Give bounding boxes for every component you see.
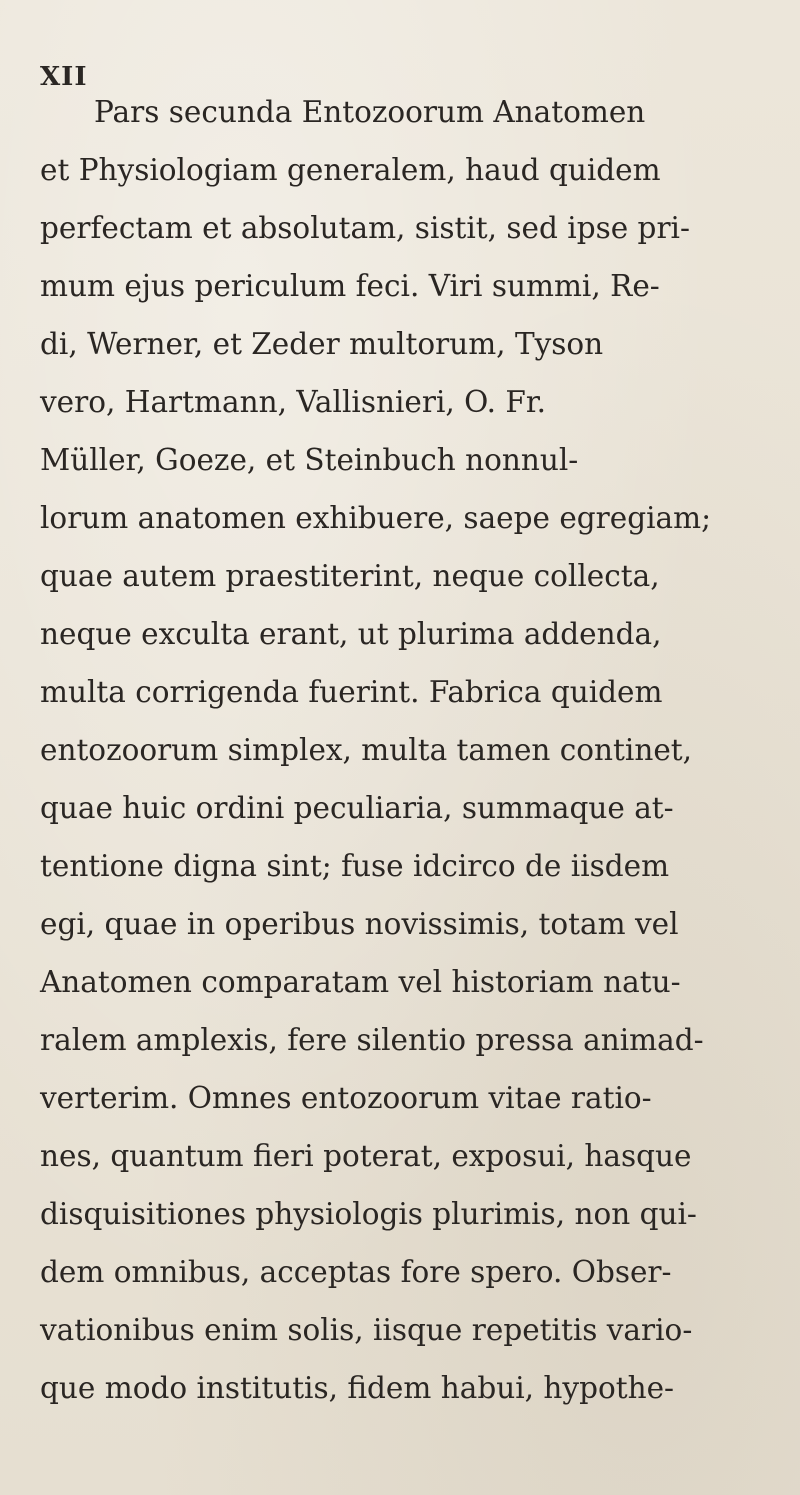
text-line: quae autem praestiterint, neque collecta, xyxy=(40,559,660,593)
text-line: ralem amplexis, fere silentio pressa animad- xyxy=(40,1023,704,1057)
text-line: dem omnibus, acceptas fore spero. Obser- xyxy=(40,1255,672,1289)
page-number: XII xyxy=(40,62,88,92)
text-line: Pars secunda Entozoorum Anatomen xyxy=(94,95,646,129)
text-line: egi, quae in operibus novissimis, totam vel xyxy=(40,907,679,941)
text-line: perfectam et absolutam, sistit, sed ipse pri- xyxy=(40,211,690,245)
text-line: vationibus enim solis, iisque repetitis vario- xyxy=(40,1313,693,1347)
text-line: multa corrigenda fuerint. Fabrica quidem xyxy=(40,675,663,709)
text-line: nes, quantum fieri poterat, exposui, hasque xyxy=(40,1139,692,1173)
text-line: que modo institutis, fidem habui, hypothe- xyxy=(40,1371,674,1405)
text-line: entozoorum simplex, multa tamen continet, xyxy=(40,733,693,767)
text-line: quae huic ordini peculiaria, summaque at- xyxy=(40,791,674,825)
text-line: disquisitiones physiologis plurimis, non qui- xyxy=(40,1197,697,1231)
text-line: tentione digna sint; fuse idcirco de iisdem xyxy=(40,849,670,883)
text-line: lorum anatomen exhibuere, saepe egregiam; xyxy=(40,501,712,535)
text-line: Anatomen comparatam vel historiam natu- xyxy=(40,965,681,999)
text-line: vero, Hartmann, Vallisnieri, O. Fr. xyxy=(40,385,547,419)
text-line: di, Werner, et Zeder multorum, Tyson xyxy=(40,327,604,361)
text-line: neque exculta erant, ut plurima addenda, xyxy=(40,617,662,651)
body-text xyxy=(40,88,800,1405)
text-line: verterim. Omnes entozoorum vitae ratio- xyxy=(40,1081,652,1115)
text-line: Müller, Goeze, et Steinbuch nonnul- xyxy=(40,443,579,477)
text-line: mum ejus periculum feci. Viri summi, Re- xyxy=(40,269,660,303)
text-line: et Physiologiam generalem, haud quidem xyxy=(40,153,661,187)
